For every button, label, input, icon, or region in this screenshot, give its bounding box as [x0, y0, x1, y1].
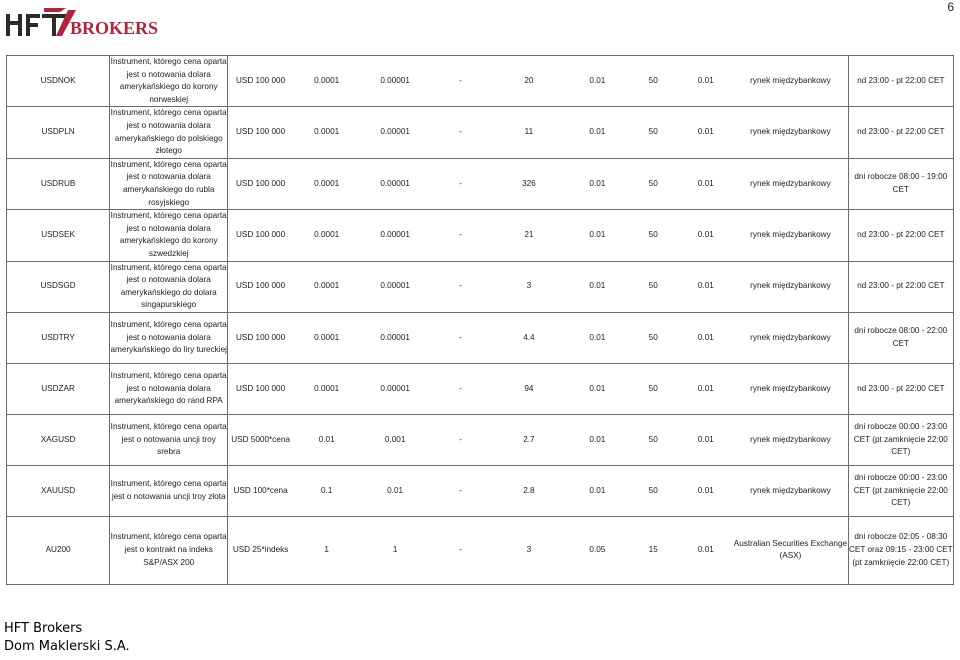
trading-hours: dni robocze 00:00 - 23:00 CET (pt zamknięcie 22:00 CET) — [848, 414, 953, 465]
value-1: 0.0001 — [293, 363, 360, 414]
value-3: - — [430, 107, 491, 158]
table-row — [7, 210, 954, 261]
value-7: 0.01 — [679, 158, 734, 209]
table-row — [7, 414, 954, 465]
value-1: 0.0001 — [293, 312, 360, 363]
value-2: 0.00001 — [360, 261, 430, 312]
instrument-description: Instrument, którego cena oparta jest o notowania dolara amerykańskiego do rubla rosyjskiego — [110, 158, 228, 209]
contract-size: USD 100 000 — [228, 56, 293, 107]
table-row — [7, 261, 954, 312]
value-7: 0.01 — [679, 363, 734, 414]
value-1: 0.0001 — [293, 56, 360, 107]
instrument-symbol: USDZAR — [7, 363, 110, 414]
page-number: 6 — [947, 0, 954, 14]
value-5: 0.01 — [567, 414, 628, 465]
footer-company-legal-name: Dom Maklerski S.A. — [4, 639, 130, 654]
footer-company-name: HFT Brokers — [4, 621, 83, 636]
instrument-description: Instrument, którego cena oparta jest o notowania dolara amerykańskiego do rand RPA — [110, 363, 228, 414]
value-6: 50 — [628, 107, 679, 158]
table-row — [7, 158, 954, 209]
market: rynek międzybankowy — [733, 158, 848, 209]
value-1: 0.0001 — [293, 210, 360, 261]
value-4: 3 — [491, 261, 567, 312]
market: Australian Securities Exchange (ASX) — [733, 516, 848, 584]
value-2: 0.00001 — [360, 312, 430, 363]
value-7: 0.01 — [679, 312, 734, 363]
instrument-description: Instrument, którego cena oparta jest o notowania uncji troy srebra — [110, 414, 228, 465]
value-4: 4.4 — [491, 312, 567, 363]
contract-size: USD 100 000 — [228, 210, 293, 261]
value-4: 11 — [491, 107, 567, 158]
value-2: 0.00001 — [360, 210, 430, 261]
value-7: 0.01 — [679, 465, 734, 516]
value-4: 21 — [491, 210, 567, 261]
value-5: 0.01 — [567, 158, 628, 209]
trading-hours: dni robocze 08:00 - 22:00 CET — [848, 312, 953, 363]
value-3: - — [430, 210, 491, 261]
value-7: 0.01 — [679, 107, 734, 158]
instrument-symbol: XAUUSD — [7, 465, 110, 516]
instrument-description: Instrument, którego cena oparta jest o notowania dolara amerykańskiego do dolara singapurskiego — [110, 261, 228, 312]
value-3: - — [430, 158, 491, 209]
table-row — [7, 107, 954, 158]
contract-size: USD 100 000 — [228, 363, 293, 414]
value-3: - — [430, 465, 491, 516]
instrument-description: Instrument, którego cena oparta jest o notowania dolara amerykańskiego do korony szwedzkiej — [110, 210, 228, 261]
contract-size: USD 100 000 — [228, 158, 293, 209]
value-7: 0.01 — [679, 56, 734, 107]
instrument-description: Instrument, którego cena oparta jest o notowania dolara amerykańskiego do korony norweskiej — [110, 56, 228, 107]
instrument-symbol: USDPLN — [7, 107, 110, 158]
value-3: - — [430, 363, 491, 414]
value-3: - — [430, 261, 491, 312]
value-3: - — [430, 312, 491, 363]
contract-size: USD 100 000 — [228, 107, 293, 158]
contract-size: USD 100 000 — [228, 312, 293, 363]
value-7: 0.01 — [679, 261, 734, 312]
value-1: 0.0001 — [293, 107, 360, 158]
trading-hours: nd 23:00 - pt 22:00 CET — [848, 210, 953, 261]
market: rynek międzybankowy — [733, 107, 848, 158]
value-2: 0.00001 — [360, 363, 430, 414]
market: rynek międzybankowy — [733, 210, 848, 261]
trading-hours: nd 23:00 - pt 22:00 CET — [848, 363, 953, 414]
value-1: 0.0001 — [293, 261, 360, 312]
instrument-table — [6, 55, 954, 585]
instrument-description: Instrument, którego cena oparta jest o kontrakt na indeks S&P/ASX 200 — [110, 516, 228, 584]
brand-wordmark: BROKERS — [70, 18, 159, 38]
market: rynek międzybankowy — [733, 261, 848, 312]
value-5: 0.01 — [567, 107, 628, 158]
value-2: 0.00001 — [360, 56, 430, 107]
footer — [4, 620, 130, 656]
trading-hours: dni robocze 08:00 - 19:00 CET — [848, 158, 953, 209]
trading-hours: dni robocze 00:00 - 23:00 CET (pt zamknięcie 22:00 CET) — [848, 465, 953, 516]
value-1: 1 — [293, 516, 360, 584]
contract-size: USD 25*indeks — [228, 516, 293, 584]
instrument-symbol: USDTRY — [7, 312, 110, 363]
value-4: 94 — [491, 363, 567, 414]
value-4: 326 — [491, 158, 567, 209]
market: rynek międzybankowy — [733, 56, 848, 107]
instrument-symbol: USDRUB — [7, 158, 110, 209]
value-6: 50 — [628, 414, 679, 465]
value-5: 0.01 — [567, 312, 628, 363]
value-3: - — [430, 414, 491, 465]
value-6: 50 — [628, 56, 679, 107]
hft-logo-mark-icon — [6, 8, 76, 36]
instrument-description: Instrument, którego cena oparta jest o notowania dolara amerykańskiego do polskiego złotego — [110, 107, 228, 158]
table-row — [7, 516, 954, 584]
market: rynek międzybankowy — [733, 414, 848, 465]
instrument-description: Instrument, którego cena oparta jest o notowania dolara amerykańskiego do liry tureckiej — [110, 312, 228, 363]
value-3: - — [430, 56, 491, 107]
value-2: 0.00001 — [360, 158, 430, 209]
value-6: 15 — [628, 516, 679, 584]
instrument-description: Instrument, którego cena oparta jest o notowania uncji troy złota — [110, 465, 228, 516]
value-1: 0.1 — [293, 465, 360, 516]
table-row — [7, 363, 954, 414]
instrument-symbol: USDSGD — [7, 261, 110, 312]
value-4: 2.8 — [491, 465, 567, 516]
value-4: 20 — [491, 56, 567, 107]
market: rynek międzybankowy — [733, 363, 848, 414]
value-2: 0.001 — [360, 414, 430, 465]
trading-hours: nd 23:00 - pt 22:00 CET — [848, 261, 953, 312]
value-1: 0.0001 — [293, 158, 360, 209]
table-row — [7, 56, 954, 107]
value-2: 0.00001 — [360, 107, 430, 158]
contract-size: USD 5000*cena — [228, 414, 293, 465]
instrument-symbol: USDNOK — [7, 56, 110, 107]
value-3: - — [430, 516, 491, 584]
value-5: 0.01 — [567, 465, 628, 516]
value-4: 2.7 — [491, 414, 567, 465]
value-6: 50 — [628, 158, 679, 209]
trading-hours: nd 23:00 - pt 22:00 CET — [848, 56, 953, 107]
value-7: 0.01 — [679, 210, 734, 261]
value-5: 0.05 — [567, 516, 628, 584]
value-4: 3 — [491, 516, 567, 584]
contract-size: USD 100*cena — [228, 465, 293, 516]
value-5: 0.01 — [567, 363, 628, 414]
value-6: 50 — [628, 363, 679, 414]
value-1: 0.01 — [293, 414, 360, 465]
market: rynek międzybankowy — [733, 465, 848, 516]
trading-hours: nd 23:00 - pt 22:00 CET — [848, 107, 953, 158]
value-7: 0.01 — [679, 516, 734, 584]
value-5: 0.01 — [567, 261, 628, 312]
instrument-symbol: USDSEK — [7, 210, 110, 261]
value-2: 0.01 — [360, 465, 430, 516]
value-6: 50 — [628, 465, 679, 516]
instrument-symbol: XAGUSD — [7, 414, 110, 465]
instrument-symbol: AU200 — [7, 516, 110, 584]
value-2: 1 — [360, 516, 430, 584]
hft-brokers-logo — [4, 6, 164, 40]
value-5: 0.01 — [567, 56, 628, 107]
value-7: 0.01 — [679, 414, 734, 465]
value-6: 50 — [628, 261, 679, 312]
value-6: 50 — [628, 210, 679, 261]
value-6: 50 — [628, 312, 679, 363]
trading-hours: dni robocze 02:05 - 08:30 CET oraz 09:15 - 23:00 CET (pt zamknięcie 22:00 CET) — [848, 516, 953, 584]
market: rynek międzybankowy — [733, 312, 848, 363]
value-5: 0.01 — [567, 210, 628, 261]
contract-size: USD 100 000 — [228, 261, 293, 312]
table-row — [7, 465, 954, 516]
table-row — [7, 312, 954, 363]
